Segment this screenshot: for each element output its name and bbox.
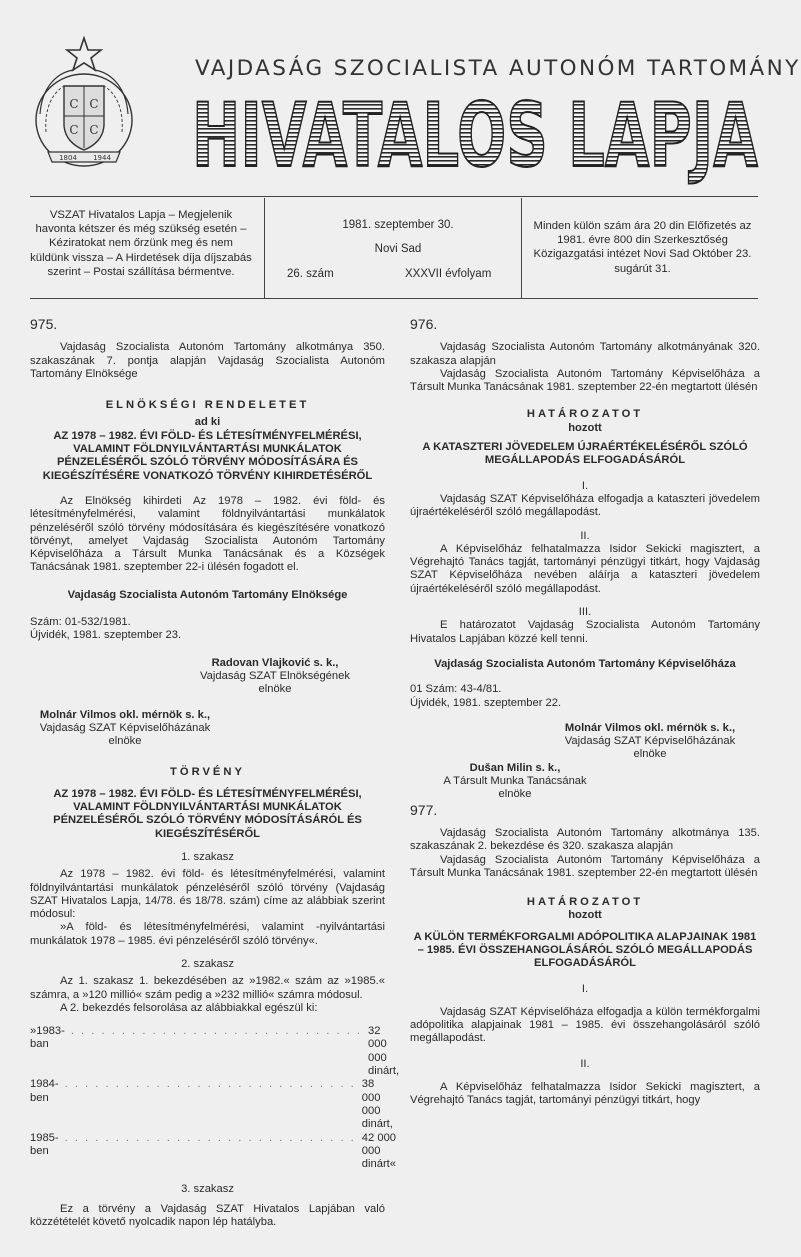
header-divider-left — [264, 198, 265, 298]
law-heading: AZ 1978 – 1982. ÉVI FÖLD- ÉS LÉTESÍTMÉNYFELMÉRÉSI, VALAMINT FÖLDNYILVÁNTARTÁSI MUNKÁLATOK PÉNZELÉSÉRŐL SZÓLÓ TÖRVÉNY MÓDOSÍTÁSÁRÓL ÉS KIEGÉSZÍTÉSÉRŐL — [53, 787, 362, 840]
signatory-role: elnöke — [108, 735, 142, 748]
header-rule-top — [30, 196, 758, 197]
resolution-1-intro-b: Vajdaság Szocialista Autonóm Tartomány Képviselőháza a Társult Munka Tanácsának 1981. szeptember 22-én megtartott ülésén — [410, 367, 760, 394]
signatory-role: A Társult Munka Tanácsának — [443, 775, 587, 788]
amounts-list — [30, 1025, 400, 1171]
resolution-2-subtitle: hozott — [568, 909, 602, 922]
emblem-year-left: 1804 — [59, 154, 77, 162]
resolution-1-section-1-body: Vajdaság SZAT Képviselőháza elfogadja a kataszteri jövedelem újraértékeléséről szóló megállapodást. — [410, 492, 760, 519]
resolution-2-intro-a: Vajdaság Szocialista Autonóm Tartomány alkotmánya 135. szakaszának 2. bekezdése és 320. szakasza alapján — [410, 826, 760, 853]
resolution-1-ref-number: 01 Szám: 43-4/81. — [410, 683, 502, 696]
signatory-role: Vajdaság SZAT Képviselőházának — [564, 735, 736, 748]
resolution-2-heading: A KÜLÖN TERMÉKFORGALMI ADÓPOLITIKA ALAPJAINAK 1981 – 1985. ÉVI ÖSSZEHANGOLÁSÁRÓL SZÓLÓ MEGÁLLAPODÁS ELFOGADÁSÁRÓL — [413, 930, 757, 970]
section-3-body: Ez a törvény a Vajdaság SZAT Hivatalos Lapjában való közzétételét követő nyolcadik napon lép hatályba. — [30, 1202, 385, 1229]
resolution-1-subtitle: hozott — [568, 421, 602, 434]
svg-text:C: C — [69, 97, 79, 111]
signatory-name: Molnár Vilmos okl. mérnök s. k., — [564, 721, 736, 734]
law-title: TÖRVÉNY — [170, 766, 245, 779]
masthead-subtitle: VAJDASÁG SZOCIALISTA AUTONÓM TARTOMÁNY — [195, 56, 801, 81]
signatory-name: Dušan Milin s. k., — [469, 761, 561, 774]
masthead-title — [190, 84, 760, 187]
resolution-1-section-2-body: A Képviselőház felhatalmazza Isidor Sekicki magisztert, a Végrehajtó Tanács tagját, tartományi pénzügyi titkárt, hogy Vajdaság SZAT Képviselőháza nevében aláírja a kataszteri jövedelem újraértékeléséről szóló megállapodást. — [410, 542, 760, 595]
section-1-body: Az 1978 – 1982. évi föld- és létesítményfelmérési, valamint földnyilvántartási munkálatok pénzeléséről szóló törvény (Vajdaság SZAT Hivatalos Lapja, 14/78. és 18/78. szám) címe az alábbiak szerint módosul: — [30, 868, 385, 921]
header-rule-bottom — [30, 298, 758, 299]
item-number-975: 975. — [30, 316, 58, 332]
resolution-1-heading: A KATASZTERI JÖVEDELEM ÚJRAÉRTÉKELÉSÉRŐL SZÓLÓ MEGÁLLAPODÁS ELFOGADÁSÁRÓL — [422, 441, 748, 467]
section-2-title: 2. szakasz — [181, 957, 234, 970]
issue-number: 26. szám — [287, 268, 334, 280]
signature-molnar-2 — [540, 722, 760, 762]
assembly-name: Vajdaság Szocialista Autonóm Tartomány Képviselőháza — [434, 657, 736, 670]
section-1-quote: »A föld- és létesítményfelmérési, valamint -nyilvántartási munkálatok 1978 – 1985. évi pénzeléséről szóló törvény«. — [30, 921, 385, 947]
emblem-year-right: 1944 — [93, 154, 111, 162]
signatory-role: elnöke — [258, 683, 292, 696]
left-column — [30, 316, 400, 1229]
issue-date: 1981. szeptember 30. — [342, 219, 454, 231]
signature-milin — [420, 762, 610, 802]
decree-intro: Vajdaság Szocialista Autonóm Tartomány alkotmánya 350. szakaszának 7. pontja alapján Vajdaság Szocialista Autonóm Tartomány Elnöksége — [30, 341, 385, 380]
resolution-2-section-1: I. — [581, 982, 589, 995]
resolution-1-section-3-body: E határozatot Vajdaság Szocialista Autonóm Tartomány Hivatalos Lapjában közzé kell tenni. — [410, 619, 760, 645]
section-2-list-intro: A 2. bekezdés felsorolása az alábbiakkal egészül ki: — [60, 1001, 318, 1014]
section-2-body: Az 1. szakasz 1. bekezdésében az »1982.« szám az »1985.« számra, a »120 millió« szám pedig a »232 millió« számra módosul. — [30, 975, 385, 1001]
amount-row: 1984-ben . . . . . . . . . . . . . . . . . . . . . . . . . . . . . 38 000 000 dinárt, — [30, 1078, 393, 1131]
resolution-1-section-3: III. — [578, 606, 592, 619]
amount-year: 1985-ben — [30, 1131, 59, 1157]
amount-value: 32 000 000 dinárt, — [368, 1025, 400, 1078]
decree-ref-place: Újvidék, 1981. szeptember 23. — [30, 629, 182, 642]
subscription-info: Minden külön szám ára 20 din Előfizetés az 1981. évre 800 din Szerkesztőség Közigazgatási intézet Novi Sad Október 23. sugárút 31. — [533, 220, 752, 275]
amount-value: 42 000 000 dinárt« — [361, 1131, 397, 1171]
signature-vlajkovic — [170, 657, 380, 697]
issue-place: Novi Sad — [374, 243, 422, 255]
decree-heading: AZ 1978 – 1982. ÉVI FÖLD- ÉS LÉTESÍTMÉNYFELMÉRÉSI, VALAMINT FÖLDNYILVÁNTARTÁSI MUNKÁLATOK PÉNZELÉSÉRŐL SZÓLÓ TÖRVÉNY MÓDOSÍTÁSÁRA ÉS KIEGÉSZÍTÉSÉRE VONATKOZÓ TÖRVÉNY KIHIRDETÉSÉRŐL — [42, 429, 373, 482]
resolution-2-section-2: II. — [580, 1057, 590, 1070]
signatory-role: elnöke — [498, 788, 532, 801]
amount-row: 1985-ben . . . . . . . . . . . . . . . . . . . . . . . . . . . . . 42 000 000 dinárt« — [30, 1131, 397, 1171]
presidency-name: Vajdaság Szocialista Autonóm Tartomány Elnöksége — [67, 588, 348, 601]
svg-text:C: C — [89, 97, 99, 111]
section-3-title: 3. szakasz — [181, 1183, 234, 1196]
amount-year: 1984-ben — [30, 1078, 59, 1104]
resolution-1-section-1: I. — [581, 479, 589, 492]
section-1-title: 1. szakasz — [181, 850, 234, 863]
decree-title: ELNÖKSÉGI RENDELETET — [105, 399, 310, 412]
right-column — [410, 318, 760, 1108]
coat-of-arms-icon — [30, 36, 138, 174]
signatory-name: Radovan Vlajković s. k., — [211, 656, 339, 669]
publication-notice: VSZAT Hivatalos Lapja – Megjelenik havonta kétszer és még szükség esetén – Kéziratokat nem őrzünk meg és nem küldünk vissza – A Hirdetések díja díjszabás szerint – Postai szállítása bérmentve. — [30, 209, 252, 278]
amount-value: 38 000 000 dinárt, — [361, 1078, 393, 1131]
amount-year: »1983-ban — [30, 1025, 65, 1051]
resolution-2-section-2-body: A Képviselőház felhatalmazza Isidor Sekicki magisztert, a Végrehajtó Tanács tagját, tartományi pénzügyi titkárt, hogy — [410, 1081, 760, 1107]
resolution-1-section-2: II. — [580, 529, 590, 542]
amount-row: »1983-ban . . . . . . . . . . . . . . . . . . . . . . . . . . . . . 32 000 000 dinárt, — [30, 1025, 400, 1078]
svg-text:C: C — [69, 123, 79, 137]
signature-molnar — [30, 709, 220, 749]
signatory-name: Molnár Vilmos okl. mérnök s. k., — [39, 708, 211, 721]
decree-subtitle: ad ki — [194, 416, 221, 429]
header-divider-right — [521, 198, 522, 298]
svg-text:C: C — [89, 123, 99, 137]
signatory-role: Vajdaság SZAT Elnökségének — [200, 669, 350, 682]
resolution-1-ref-place: Újvidék, 1981. szeptember 22. — [410, 696, 562, 709]
svg-text:HIVATALOS LAPJA: HIVATALOS LAPJA — [192, 84, 758, 187]
resolution-2-title: HATÁROZATOT — [526, 896, 644, 909]
resolution-1-title: HATÁROZATOT — [526, 408, 644, 421]
item-number-976: 976. — [410, 316, 438, 332]
resolution-2-section-1-body: Vajdaság SZAT Képviselőháza elfogadja a külön termékforgalmi adópolitika alapjainak 1981 – 1985. évi összehangolásáról szóló megállapodást. — [410, 1005, 760, 1045]
signatory-role: Vajdaság SZAT Képviselőházának — [39, 721, 211, 734]
decree-body: Az Elnökség kihirdeti Az 1978 – 1982. évi föld- és létesítményfelmérési, valamint földnyilvántartási munkálatok pénzeléséről szóló törvény módosítására és kiegészítésére vonatkozó törvényt, amelyet Vajdaság Szocialista Autonóm Tartomány Képviselőháza a Társult Munka Tanácsának és a Községek Tanácsának 1981. szeptember 22-i ülésén fogadott el. — [30, 494, 385, 574]
issue-volume: XXXVII évfolyam — [405, 268, 492, 280]
decree-ref-number: Szám: 01-532/1981. — [30, 616, 131, 629]
item-number-977: 977. — [410, 801, 438, 818]
resolution-1-intro-a: Vajdaság Szocialista Autonóm Tartomány alkotmányának 320. szakasza alapján — [410, 341, 760, 367]
signatory-role: elnöke — [633, 748, 667, 761]
resolution-2-intro-b: Vajdaság Szocialista Autonóm Tartomány Képviselőháza a Társult Munka Tanácsának 1981. szeptember 22-én megtartott ülésén — [410, 853, 760, 879]
